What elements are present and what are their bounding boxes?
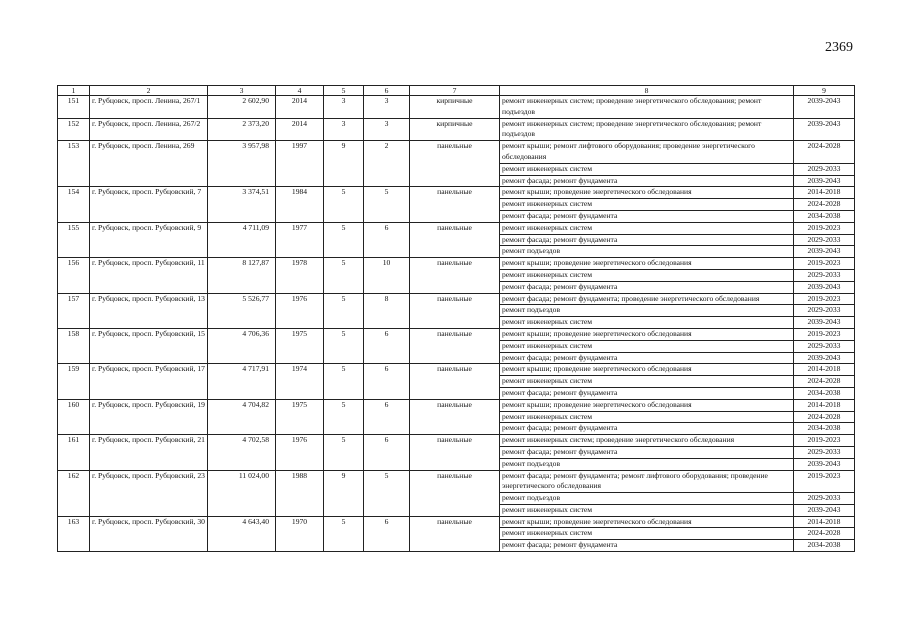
period-cell: 2024-2028 <box>794 376 855 388</box>
row-number-cell: 153 <box>58 141 90 187</box>
floors-cell: 5 <box>324 328 364 363</box>
entrances-cell: 5 <box>364 187 410 222</box>
period-cell: 2039-2043 <box>794 118 855 141</box>
address-cell: г. Рубцовск, просп. Рубцовский, 19 <box>90 399 208 434</box>
table-row <box>58 118 855 141</box>
column-header: 8 <box>500 86 794 96</box>
period-cell: 2014-2018 <box>794 187 855 199</box>
area-cell: 4 711,09 <box>208 222 276 257</box>
work-type-cell: ремонт фасада; ремонт фундамента <box>500 352 794 364</box>
row-number-cell: 156 <box>58 258 90 293</box>
floors-cell: 5 <box>324 222 364 257</box>
work-type-cell: ремонт подъездов <box>500 458 794 470</box>
floors-cell: 5 <box>324 187 364 222</box>
work-type-cell: ремонт подъездов <box>500 493 794 505</box>
table-row <box>58 516 855 528</box>
table-row <box>58 187 855 199</box>
work-type-cell: ремонт фасада; ремонт фундамента <box>500 234 794 246</box>
work-type-cell: ремонт инженерных систем <box>500 504 794 516</box>
row-number-cell: 155 <box>58 222 90 257</box>
period-cell: 2039-2043 <box>794 246 855 258</box>
area-cell: 8 127,87 <box>208 258 276 293</box>
year-cell: 1978 <box>276 258 324 293</box>
entrances-cell: 6 <box>364 435 410 470</box>
table-row <box>58 141 855 164</box>
work-type-cell: ремонт инженерных систем <box>500 528 794 540</box>
work-type-cell: ремонт инженерных систем <box>500 317 794 329</box>
year-cell: 1975 <box>276 399 324 434</box>
column-header: 7 <box>410 86 500 96</box>
entrances-cell: 6 <box>364 516 410 551</box>
year-cell: 2014 <box>276 96 324 119</box>
year-cell: 2014 <box>276 118 324 141</box>
material-cell: панельные <box>410 328 500 363</box>
work-type-cell: ремонт фасада; ремонт фундамента <box>500 423 794 435</box>
work-type-cell: ремонт крыши; проведение энергетического обследования <box>500 399 794 411</box>
area-cell: 2 602,90 <box>208 96 276 119</box>
address-cell: г. Рубцовск, просп. Рубцовский, 15 <box>90 328 208 363</box>
work-type-cell: ремонт фасада; ремонт фундамента; проведение энергетического обследования <box>500 293 794 305</box>
table-row <box>58 328 855 340</box>
table-row <box>58 364 855 376</box>
floors-cell: 9 <box>324 470 364 516</box>
material-cell: панельные <box>410 399 500 434</box>
period-cell: 2024-2028 <box>794 411 855 423</box>
column-header: 3 <box>208 86 276 96</box>
column-header: 6 <box>364 86 410 96</box>
year-cell: 1977 <box>276 222 324 257</box>
area-cell: 4 704,82 <box>208 399 276 434</box>
work-type-cell: ремонт фасада; ремонт фундамента <box>500 281 794 293</box>
year-cell: 1988 <box>276 470 324 516</box>
work-type-cell: ремонт инженерных систем <box>500 222 794 234</box>
column-header: 2 <box>90 86 208 96</box>
period-cell: 2034-2038 <box>794 540 855 552</box>
table-row <box>58 96 855 119</box>
year-cell: 1974 <box>276 364 324 399</box>
floors-cell: 5 <box>324 435 364 470</box>
material-cell: панельные <box>410 258 500 293</box>
row-number-cell: 162 <box>58 470 90 516</box>
row-number-cell: 152 <box>58 118 90 141</box>
work-type-cell: ремонт фасада; ремонт фундамента <box>500 446 794 458</box>
address-cell: г. Рубцовск, просп. Рубцовский, 9 <box>90 222 208 257</box>
address-cell: г. Рубцовск, просп. Рубцовский, 23 <box>90 470 208 516</box>
area-cell: 4 706,36 <box>208 328 276 363</box>
address-cell: г. Рубцовск, просп. Рубцовский, 17 <box>90 364 208 399</box>
entrances-cell: 10 <box>364 258 410 293</box>
column-header: 1 <box>58 86 90 96</box>
header-row <box>58 86 855 96</box>
period-cell: 2034-2038 <box>794 387 855 399</box>
period-cell: 2039-2043 <box>794 504 855 516</box>
area-cell: 5 526,77 <box>208 293 276 328</box>
period-cell: 2039-2043 <box>794 317 855 329</box>
period-cell: 2034-2038 <box>794 210 855 222</box>
work-type-cell: ремонт фасада; ремонт фундамента <box>500 540 794 552</box>
address-cell: г. Рубцовск, просп. Рубцовский, 30 <box>90 516 208 551</box>
period-cell: 2034-2038 <box>794 423 855 435</box>
repair-schedule-table <box>57 85 855 552</box>
table-row <box>58 293 855 305</box>
period-cell: 2014-2018 <box>794 399 855 411</box>
table-row <box>58 399 855 411</box>
period-cell: 2029-2033 <box>794 163 855 175</box>
work-type-cell: ремонт фасада; ремонт фундамента <box>500 210 794 222</box>
area-cell: 2 373,20 <box>208 118 276 141</box>
floors-cell: 5 <box>324 258 364 293</box>
work-type-cell: ремонт инженерных систем; проведение энергетического обследования; ремонт подъездов <box>500 96 794 119</box>
work-type-cell: ремонт подъездов <box>500 305 794 317</box>
column-header: 4 <box>276 86 324 96</box>
period-cell: 2029-2033 <box>794 269 855 281</box>
column-header: 5 <box>324 86 364 96</box>
floors-cell: 3 <box>324 96 364 119</box>
period-cell: 2029-2033 <box>794 493 855 505</box>
material-cell: панельные <box>410 435 500 470</box>
year-cell: 1975 <box>276 328 324 363</box>
entrances-cell: 8 <box>364 293 410 328</box>
period-cell: 2019-2023 <box>794 435 855 447</box>
area-cell: 4 717,91 <box>208 364 276 399</box>
work-type-cell: ремонт фасада; ремонт фундамента <box>500 387 794 399</box>
address-cell: г. Рубцовск, просп. Рубцовский, 7 <box>90 187 208 222</box>
column-header: 9 <box>794 86 855 96</box>
address-cell: г. Рубцовск, просп. Ленина, 269 <box>90 141 208 187</box>
table-row <box>58 470 855 493</box>
work-type-cell: ремонт крыши; проведение энергетического обследования <box>500 328 794 340</box>
material-cell: кирпичные <box>410 96 500 119</box>
area-cell: 4 702,58 <box>208 435 276 470</box>
entrances-cell: 6 <box>364 399 410 434</box>
period-cell: 2039-2043 <box>794 352 855 364</box>
work-type-cell: ремонт инженерных систем <box>500 163 794 175</box>
entrances-cell: 6 <box>364 222 410 257</box>
entrances-cell: 6 <box>364 364 410 399</box>
period-cell: 2024-2028 <box>794 528 855 540</box>
table-row <box>58 222 855 234</box>
row-number-cell: 159 <box>58 364 90 399</box>
material-cell: панельные <box>410 364 500 399</box>
period-cell: 2019-2023 <box>794 258 855 270</box>
material-cell: кирпичные <box>410 118 500 141</box>
period-cell: 2029-2033 <box>794 446 855 458</box>
row-number-cell: 158 <box>58 328 90 363</box>
work-type-cell: ремонт крыши; проведение энергетического обследования <box>500 187 794 199</box>
period-cell: 2019-2023 <box>794 222 855 234</box>
address-cell: г. Рубцовск, просп. Ленина, 267/2 <box>90 118 208 141</box>
floors-cell: 3 <box>324 118 364 141</box>
address-cell: г. Рубцовск, просп. Рубцовский, 21 <box>90 435 208 470</box>
work-type-cell: ремонт инженерных систем <box>500 269 794 281</box>
work-type-cell: ремонт инженерных систем <box>500 411 794 423</box>
entrances-cell: 2 <box>364 141 410 187</box>
year-cell: 1984 <box>276 187 324 222</box>
work-type-cell: ремонт крыши; проведение энергетического обследования <box>500 516 794 528</box>
work-type-cell: ремонт фасада; ремонт фундамента; ремонт лифтового оборудования; проведение энергетического обследования <box>500 470 794 493</box>
row-number-cell: 161 <box>58 435 90 470</box>
period-cell: 2039-2043 <box>794 96 855 119</box>
floors-cell: 9 <box>324 141 364 187</box>
floors-cell: 5 <box>324 364 364 399</box>
row-number-cell: 163 <box>58 516 90 551</box>
entrances-cell: 5 <box>364 470 410 516</box>
period-cell: 2019-2023 <box>794 293 855 305</box>
floors-cell: 5 <box>324 516 364 551</box>
material-cell: панельные <box>410 293 500 328</box>
work-type-cell: ремонт инженерных систем <box>500 376 794 388</box>
work-type-cell: ремонт крыши; проведение энергетического обследования <box>500 364 794 376</box>
material-cell: панельные <box>410 187 500 222</box>
period-cell: 2039-2043 <box>794 281 855 293</box>
period-cell: 2024-2028 <box>794 141 855 164</box>
year-cell: 1970 <box>276 516 324 551</box>
work-type-cell: ремонт инженерных систем; проведение энергетического обследования; ремонт подъездов <box>500 118 794 141</box>
period-cell: 2024-2028 <box>794 199 855 211</box>
year-cell: 1976 <box>276 435 324 470</box>
period-cell: 2019-2023 <box>794 328 855 340</box>
address-cell: г. Рубцовск, просп. Рубцовский, 11 <box>90 258 208 293</box>
work-type-cell: ремонт инженерных систем <box>500 340 794 352</box>
year-cell: 1976 <box>276 293 324 328</box>
floors-cell: 5 <box>324 399 364 434</box>
period-cell: 2019-2023 <box>794 470 855 493</box>
work-type-cell: ремонт инженерных систем; проведение энергетического обследования <box>500 435 794 447</box>
period-cell: 2029-2033 <box>794 340 855 352</box>
work-type-cell: ремонт крыши; проведение энергетического обследования <box>500 258 794 270</box>
address-cell: г. Рубцовск, просп. Рубцовский, 13 <box>90 293 208 328</box>
period-cell: 2039-2043 <box>794 458 855 470</box>
table-row <box>58 435 855 447</box>
period-cell: 2014-2018 <box>794 364 855 376</box>
area-cell: 4 643,40 <box>208 516 276 551</box>
year-cell: 1997 <box>276 141 324 187</box>
area-cell: 3 374,51 <box>208 187 276 222</box>
entrances-cell: 6 <box>364 328 410 363</box>
work-type-cell: ремонт крыши; ремонт лифтового оборудования; проведение энергетического обследования <box>500 141 794 164</box>
address-cell: г. Рубцовск, просп. Ленина, 267/1 <box>90 96 208 119</box>
row-number-cell: 157 <box>58 293 90 328</box>
work-type-cell: ремонт инженерных систем <box>500 199 794 211</box>
material-cell: панельные <box>410 516 500 551</box>
floors-cell: 5 <box>324 293 364 328</box>
entrances-cell: 3 <box>364 96 410 119</box>
material-cell: панельные <box>410 222 500 257</box>
page-number: 2369 <box>825 40 853 55</box>
period-cell: 2029-2033 <box>794 234 855 246</box>
row-number-cell: 154 <box>58 187 90 222</box>
row-number-cell: 160 <box>58 399 90 434</box>
period-cell: 2029-2033 <box>794 305 855 317</box>
table-row <box>58 258 855 270</box>
material-cell: панельные <box>410 470 500 516</box>
material-cell: панельные <box>410 141 500 187</box>
entrances-cell: 3 <box>364 118 410 141</box>
row-number-cell: 151 <box>58 96 90 119</box>
period-cell: 2039-2043 <box>794 175 855 187</box>
work-type-cell: ремонт фасада; ремонт фундамента <box>500 175 794 187</box>
work-type-cell: ремонт подъездов <box>500 246 794 258</box>
area-cell: 3 957,98 <box>208 141 276 187</box>
area-cell: 11 024,00 <box>208 470 276 516</box>
period-cell: 2014-2018 <box>794 516 855 528</box>
